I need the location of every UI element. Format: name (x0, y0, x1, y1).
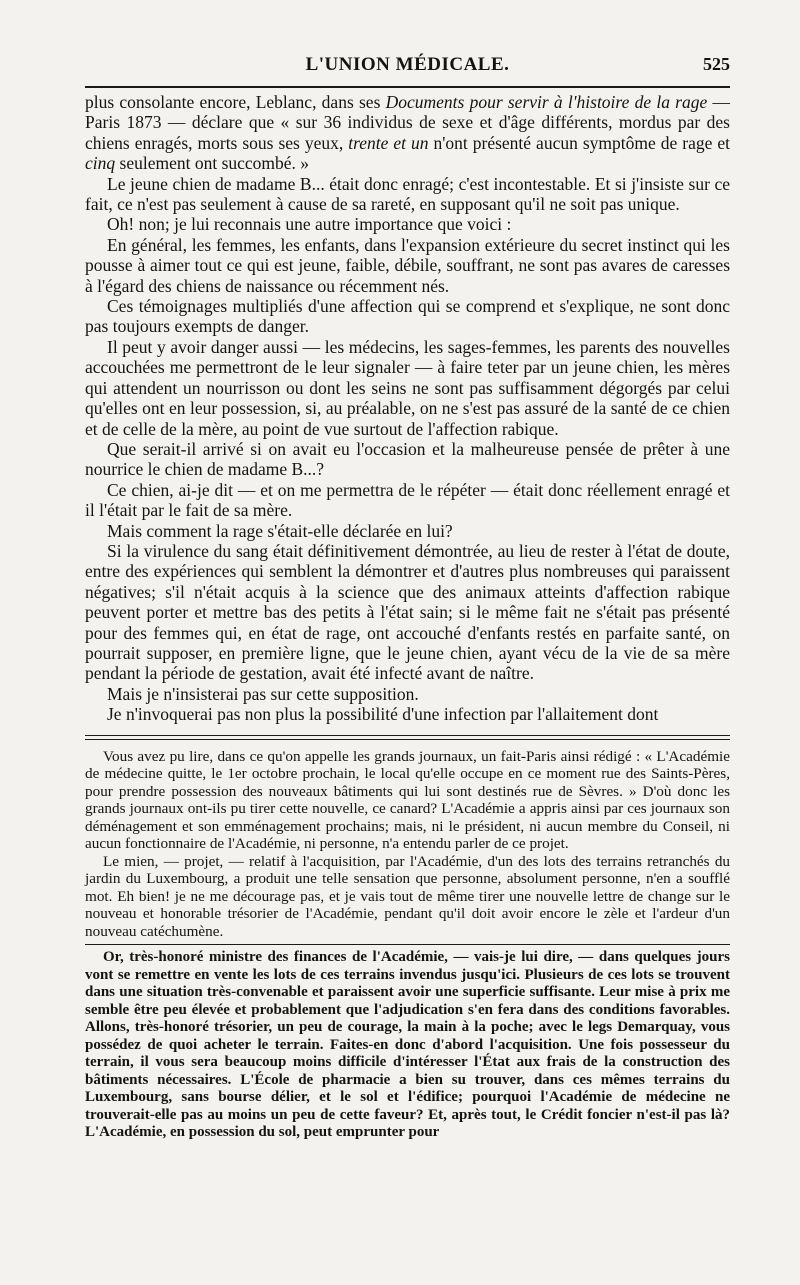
paragraph: Ces témoignages multipliés d'une affection qui se comprend et s'explique, ne sont donc pas toujours exempts de danger. (85, 296, 730, 337)
paragraph: Ce chien, ai-je dit — et on me permettra de le répéter — était donc réellement enragé et il l'était par le fait de sa mère. (85, 479, 730, 521)
note-paragraph: Or, très-honoré ministre des finances de l'Académie, — vais-je lui dire, — dans quelques jours vont se remettre en vente les lots de ces terrains invendus jusqu'ici. Plusieurs de ces lots se trouvent dans une situation très-convenable et paraissent avoir une superficie suffisante. Leur mise à prix me semble être peu élevée et probablement que l'adjudication s'en fera dans des conditions favorables. Allons, très-honoré trésorier, un peu de courage, la main à la poche; avec le legs Demarquay, vous possédez de quoi acheter le terrain. Faites-en donc d'abord l'acquisition. Une fois possesseur du terrain, il vous sera beaucoup moins difficile d'intéresser l'État aux frais de la construction des bâtiments nécessaires. L'École de pharmacie a bien su trouver, dans ces mêmes terrains du Luxembourg, sans bourse délier, et le sol et l'édifice; pourquoi l'Académie de médecine ne trouverait-elle pas au moins un peu de cette faveur? Et, après tout, le Crédit foncier n'est-il pas là? L'Académie, en possession du sol, peut emprunter pour (85, 949, 730, 1141)
note-divider (85, 944, 730, 945)
paragraph: Je n'invoquerai pas non plus la possibilité d'une infection par l'allaitement dont (107, 704, 659, 725)
paragraph: Oh! non; je lui reconnais une autre importance que voici : (107, 214, 512, 235)
paragraph: Que serait-il arrivé si on avait eu l'occasion et la malheureuse pensée de prêter à une nourrice le chien de madame B...? (85, 438, 730, 480)
paragraph: Mais je n'insisterai pas sur cette supposition. (107, 683, 419, 704)
journal-title: L'UNION MÉDICALE. (305, 54, 510, 75)
paragraph: Le jeune chien de madame B... était donc enragé; c'est incontestable. Et si j'insiste sur ce fait, ce n'est pas seulement à cause de sa rareté, en supposant qu'il ne soit pas unique. (85, 173, 730, 215)
section-divider (85, 735, 730, 740)
paragraph: En général, les femmes, les enfants, dans l'expansion extérieure du secret instinct qui les pousse à aimer tout ce qui est jeune, faible, débile, souffrant, ne sont pas avares de caresses à l'égard des chiens de naissance ou récemment nés. (85, 234, 730, 296)
running-header (85, 54, 730, 80)
feuilleton-text (85, 748, 730, 1142)
paragraph: Mais comment la rage s'était-elle déclarée en lui? (107, 520, 453, 541)
page-number: 525 (703, 54, 730, 74)
paragraph: Si la virulence du sang était définitivement démontrée, au lieu de rester à l'état de doute, entre des expériences qui semblent la démontrer et d'autres plus nombreuses qui paraissent négatives; s'il n'était acquis à la science que des animaux atteints d'affection rabique peuvent porter et mettre bas des petits à l'état sain; si le même fait ne s'était pas présenté pour des femmes qui, en état de rage, ont accouché d'enfants restés en parfaite santé, on pourrait supposer, en première ligne, que le jeune chien, ayant vécu de la vie de sa mère pendant la période de gestation, avait été infecté avant de naître. (85, 540, 730, 684)
paragraph: plus consolante encore, Leblanc, dans ses Documents pour servir à l'histoire de la rage — Paris 1873 — déclare que « sur 36 individus de sexe et d'âge différents, mordus par des chiens enragés, morts sous ses yeux, trente et un n'ont présenté aucun symptôme de rage et cinq seulement ont succombé. » (85, 92, 730, 174)
note-paragraph: Vous avez pu lire, dans ce qu'on appelle les grands journaux, un fait-Paris ainsi rédigé : « L'Académie de médecine quitte, le 1er octobre prochain, le local qu'elle occupe en ce moment rue des Saints-Pères, pour prendre possession des nouveaux bâtiments qui lui sont destinés rue de Sèvres. » D'où donc les grands journaux ont-ils pu tirer cette nouvelle, ce canard? L'Académie a appris ainsi par ces journaux son déménagement et son emménagement prochains; mais, ni le président, ni aucun membre du Conseil, ni aucun fonctionnaire de l'Académie, ni personne, n'a entendu parler de ce projet. (85, 747, 730, 853)
paragraph: Il peut y avoir danger aussi — les médecins, les sages-femmes, les parents des nouvelles accouchées me permettront de le leur signaler — à faire teter par un jeune chien, les mères qui attendent un nourrisson ou dont les seins ne sont pas suffisamment dégorgés par celui qu'elles ont en leur possession, si, au préalable, on ne s'est pas assuré de la santé de ce chien et de celle de la mère, au point de vue surtout de l'affection rabique. (85, 336, 730, 439)
main-text (85, 92, 730, 725)
note-paragraph: Le mien, — projet, — relatif à l'acquisition, par l'Académie, d'un des lots des terrains retranchés du jardin du Luxembourg, a produit une telle sensation que personne, absolument personne, n'en a soufflé mot. Eh bien! je ne me décourage pas, et je vais tout de même tirer une nouvelle lettre de change sur le nouveau et honorable trésorier de l'Académie, pendant qu'il doit avoir encore le zèle et l'ardeur d'un nouveau catéchumène. (85, 852, 730, 940)
header-rule (85, 86, 730, 88)
